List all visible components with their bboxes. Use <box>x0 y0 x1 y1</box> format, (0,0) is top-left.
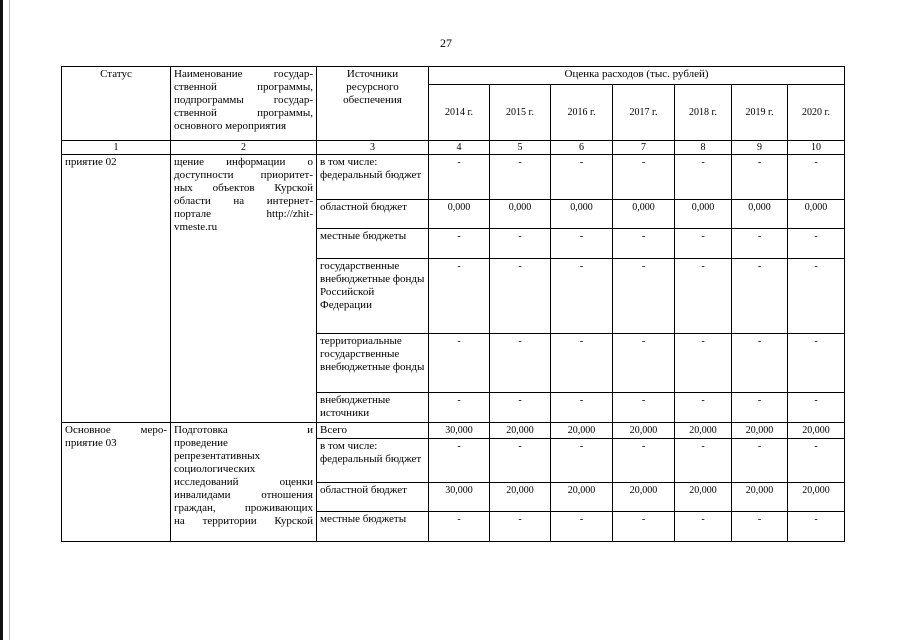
source-cell: Всего <box>317 423 429 439</box>
name-cell: щение информации о доступности приоритет- ных объектов Курской области на интернет- портале http://zhit- vmeste.ru <box>171 155 317 423</box>
value-cell: - <box>732 229 788 259</box>
value-cell: - <box>429 334 490 393</box>
value-cell: 20,000 <box>490 423 551 439</box>
status-cell: Основное меро- приятие 03 <box>62 423 171 542</box>
value-cell: - <box>788 155 845 200</box>
value-cell: - <box>429 155 490 200</box>
source-cell: в том числе: федеральный бюджет <box>317 439 429 483</box>
column-number: 7 <box>613 141 675 155</box>
value-cell: - <box>551 512 613 542</box>
expenses-table <box>61 66 845 542</box>
value-cell: - <box>788 334 845 393</box>
source-cell: внебюджетные источники <box>317 393 429 423</box>
value-cell: 20,000 <box>732 483 788 512</box>
header-name: Наименование государ- ственной программы, подпрограммы государ- ственной программы, основного мероприятия <box>171 67 317 141</box>
value-cell: 20,000 <box>613 423 675 439</box>
header-year: 2014 г. <box>429 85 490 141</box>
column-number: 6 <box>551 141 613 155</box>
value-cell: - <box>551 334 613 393</box>
value-cell: - <box>675 155 732 200</box>
value-cell: 0,000 <box>732 200 788 229</box>
value-cell: - <box>732 155 788 200</box>
value-cell: - <box>490 155 551 200</box>
value-cell: 20,000 <box>551 483 613 512</box>
header-year: 2017 г. <box>613 85 675 141</box>
value-cell: 0,000 <box>613 200 675 229</box>
scan-left-edge <box>0 0 3 640</box>
value-cell: - <box>675 259 732 334</box>
header-year: 2015 г. <box>490 85 551 141</box>
value-cell: - <box>788 512 845 542</box>
value-cell: - <box>613 259 675 334</box>
value-cell: - <box>551 155 613 200</box>
value-cell: 20,000 <box>788 483 845 512</box>
value-cell: - <box>551 393 613 423</box>
value-cell: - <box>732 259 788 334</box>
value-cell: 0,000 <box>551 200 613 229</box>
value-cell: - <box>788 229 845 259</box>
header-year: 2020 г. <box>788 85 845 141</box>
value-cell: - <box>613 229 675 259</box>
value-cell: - <box>490 259 551 334</box>
column-number: 4 <box>429 141 490 155</box>
value-cell: 20,000 <box>551 423 613 439</box>
value-cell: - <box>490 393 551 423</box>
value-cell: - <box>490 439 551 483</box>
source-cell: местные бюджеты <box>317 229 429 259</box>
value-cell: - <box>551 259 613 334</box>
name-cell: Подготовка и проведение репрезентативных социологических исследований оценки инвалидами отношения граждан, проживающих на территории Курской <box>171 423 317 542</box>
scan-fold-line <box>9 0 10 640</box>
column-number: 9 <box>732 141 788 155</box>
value-cell: - <box>613 512 675 542</box>
value-cell: - <box>675 334 732 393</box>
table-row <box>62 155 845 200</box>
value-cell: - <box>551 229 613 259</box>
value-cell: - <box>675 229 732 259</box>
source-cell: в том числе: федеральный бюджет <box>317 155 429 200</box>
value-cell: - <box>732 439 788 483</box>
value-cell: 0,000 <box>429 200 490 229</box>
column-number: 1 <box>62 141 171 155</box>
value-cell: - <box>675 393 732 423</box>
value-cell: 0,000 <box>490 200 551 229</box>
source-cell: местные бюджеты <box>317 512 429 542</box>
column-number: 3 <box>317 141 429 155</box>
value-cell: 20,000 <box>788 423 845 439</box>
value-cell: - <box>675 439 732 483</box>
value-cell: - <box>788 439 845 483</box>
value-cell: - <box>490 512 551 542</box>
header-estimate: Оценка расходов (тыс. рублей) <box>429 67 845 85</box>
value-cell: - <box>732 393 788 423</box>
value-cell: - <box>490 229 551 259</box>
value-cell: 20,000 <box>613 483 675 512</box>
value-cell: - <box>675 512 732 542</box>
value-cell: - <box>429 259 490 334</box>
page-number: 27 <box>440 36 452 50</box>
value-cell: - <box>429 512 490 542</box>
value-cell: 20,000 <box>490 483 551 512</box>
value-cell: - <box>788 259 845 334</box>
table-row <box>62 423 845 439</box>
column-number: 10 <box>788 141 845 155</box>
column-number: 2 <box>171 141 317 155</box>
value-cell: - <box>732 512 788 542</box>
status-cell: приятие 02 <box>62 155 171 423</box>
header-year: 2016 г. <box>551 85 613 141</box>
value-cell: - <box>788 393 845 423</box>
column-number: 5 <box>490 141 551 155</box>
value-cell: - <box>732 334 788 393</box>
value-cell: - <box>490 334 551 393</box>
value-cell: 30,000 <box>429 423 490 439</box>
column-number: 8 <box>675 141 732 155</box>
value-cell: 0,000 <box>675 200 732 229</box>
value-cell: - <box>429 229 490 259</box>
value-cell: - <box>613 334 675 393</box>
value-cell: 20,000 <box>732 423 788 439</box>
value-cell: - <box>429 439 490 483</box>
value-cell: 20,000 <box>675 483 732 512</box>
value-cell: 30,000 <box>429 483 490 512</box>
source-cell: государственные внебюджетные фонды Российской Федерации <box>317 259 429 334</box>
header-sources: Источники ресурсного обеспечения <box>317 67 429 141</box>
value-cell: - <box>429 393 490 423</box>
value-cell: 0,000 <box>788 200 845 229</box>
source-cell: областной бюджет <box>317 483 429 512</box>
value-cell: 20,000 <box>675 423 732 439</box>
header-year: 2019 г. <box>732 85 788 141</box>
header-year: 2018 г. <box>675 85 732 141</box>
value-cell: - <box>613 155 675 200</box>
value-cell: - <box>551 439 613 483</box>
source-cell: областной бюджет <box>317 200 429 229</box>
header-status: Статус <box>62 67 171 141</box>
source-cell: территориальные государственные внебюджетные фонды <box>317 334 429 393</box>
value-cell: - <box>613 439 675 483</box>
value-cell: - <box>613 393 675 423</box>
